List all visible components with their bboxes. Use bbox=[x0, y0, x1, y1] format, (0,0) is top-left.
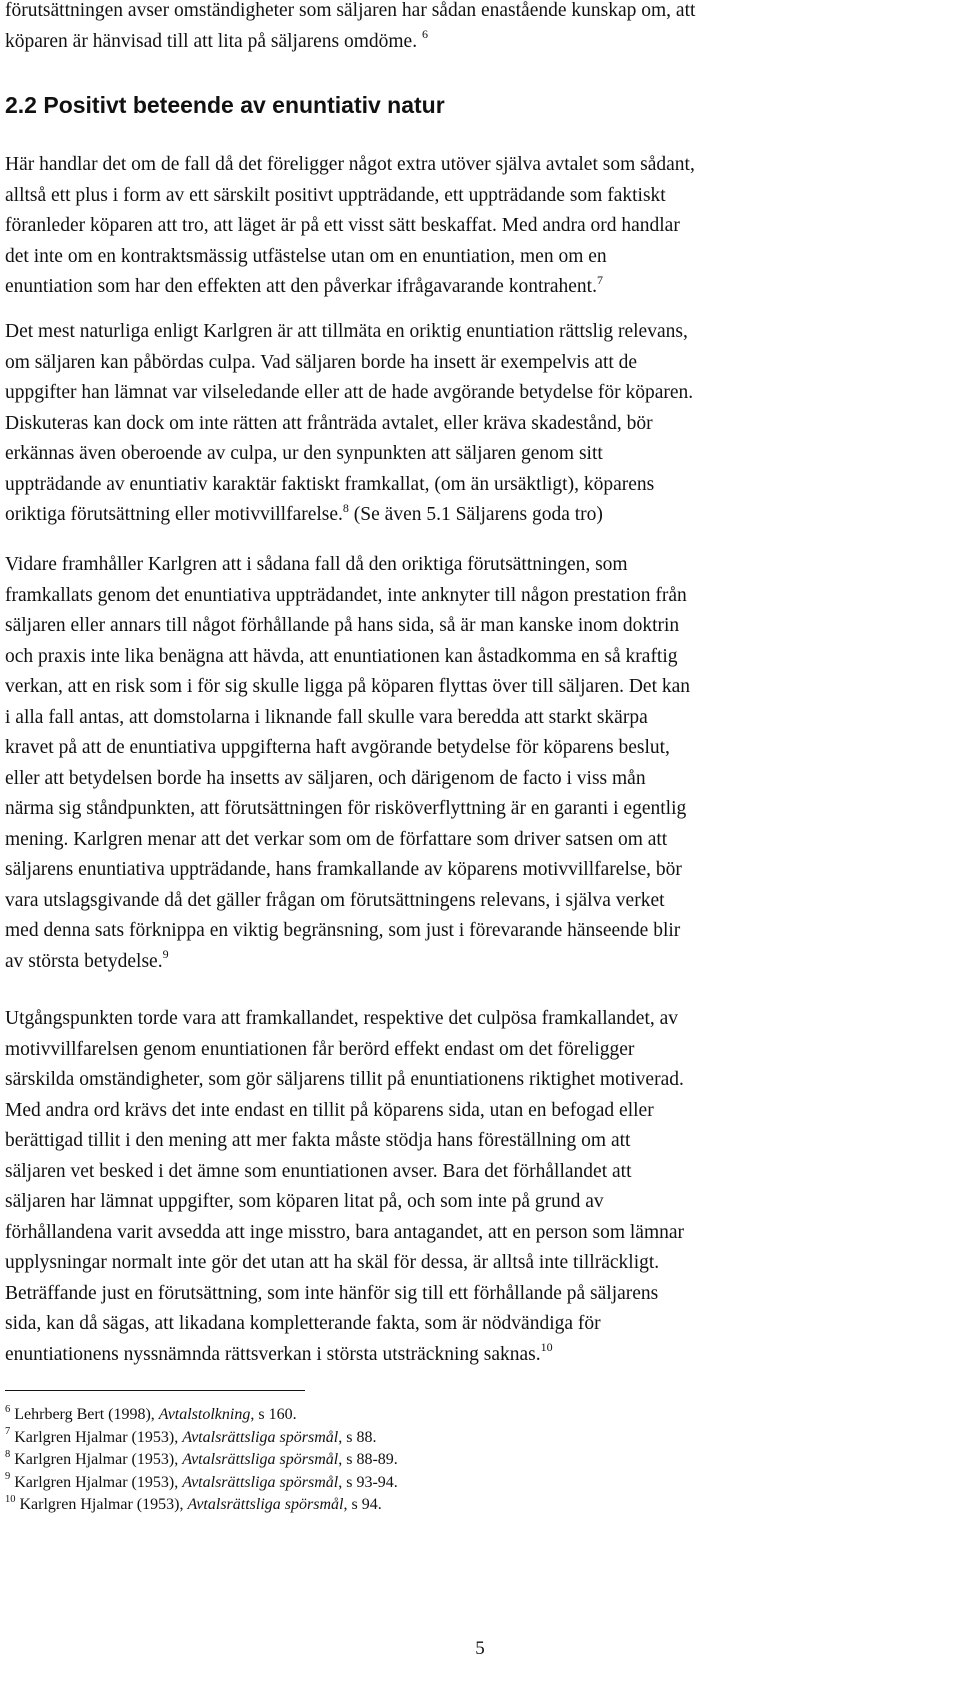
paragraph-4 bbox=[5, 1004, 960, 1370]
text-line: mening. Karlgren menar att det verkar som om de författare som driver satsen om att bbox=[5, 828, 668, 850]
text-line: det inte om en kontraktsmässig utfästelse utan om en enuntiation, men om en bbox=[5, 245, 607, 267]
footnote-number: 6 bbox=[5, 1403, 11, 1415]
footnote-ref-10[interactable]: 10 bbox=[540, 1340, 553, 1354]
text-line: upplysningar normalt inte gör det utan att ha skäl för dessa, är alltså inte tillräckligt. bbox=[5, 1252, 660, 1273]
text-line: motivvillfarelsen genom enuntiationen får berörd effekt endast om det föreligger bbox=[5, 1038, 635, 1060]
text-line: oriktiga förutsättning eller motivvillfarelse.$^8$ (Se även 5.1 Säljarens goda tro) bbox=[5, 500, 603, 525]
text-line: med denna sats förknippa en viktig begränsning, som just i förevarande hänseende blir bbox=[5, 920, 681, 941]
text-line: Det mest naturliga enligt Karlgren är att tillmäta en oriktig enuntiation rättslig relevans, bbox=[5, 321, 688, 342]
paragraph-1 bbox=[5, 150, 960, 303]
footnote-9: $^9$ Karlgren Hjalmar (1953), Avtalsrättsliga spörsmål, s 93-94. bbox=[5, 1471, 398, 1491]
text-line: närma sig ståndpunkten, att förutsättningen för risköverflyttning är en garanti i egentlig bbox=[5, 798, 687, 819]
footnote-6: $^6$ Lehrberg Bert (1998), Avtalstolkning, s 160. bbox=[5, 1403, 297, 1423]
text-line: berättigad tillit i den mening att mer fakta måste stödja hans föreställning om att bbox=[5, 1130, 631, 1151]
footnote-ref-6[interactable]: 6 bbox=[421, 27, 428, 41]
footnotes bbox=[5, 1404, 905, 1517]
text-line: uppträdande av enuntiativ karaktär faktiskt framkallat, (om än ursäktligt), köparens bbox=[5, 473, 655, 495]
text-line: av största betydelse.$^9$ bbox=[5, 947, 169, 972]
text-line: framkallats genom det enuntiativa uppträdandet, inte anknyter till någon prestation från bbox=[5, 584, 687, 606]
footnote-separator bbox=[5, 1390, 305, 1391]
text-line: alltså ett plus i form av ett särskilt positivt uppträdande, ett uppträdande som faktiskt bbox=[5, 184, 666, 206]
text-line: uppgifter han lämnat var vilseledande eller att de hade avgörande betydelse för köparen. bbox=[5, 382, 694, 403]
text-line: enuntiationens nyssnämnda rättsverkan i största utsträckning saknas.$^{10}$ bbox=[5, 1340, 553, 1365]
footnote-10: $^{10}$ Karlgren Hjalmar (1953), Avtalsrättsliga spörsmål, s 94. bbox=[5, 1493, 382, 1513]
text-line: särskilda omständigheter, som gör säljarens tillit på enuntiationens riktighet motiverad. bbox=[5, 1069, 684, 1090]
text-line: eller att betydelsen borde ha insetts av säljaren, och därigenom de facto i viss mån bbox=[5, 767, 646, 789]
text-line: säljarens enuntiativa uppträdande, hans framkallande av köparens motivvillfarelse, bör bbox=[5, 859, 682, 880]
intro-paragraph bbox=[5, 0, 960, 57]
footnote-number: 8 bbox=[5, 1448, 11, 1460]
text-line: Diskuteras kan dock om inte rätten att frånträda avtalet, eller kräva skadestånd, bör bbox=[5, 412, 653, 434]
footnote-8: $^8$ Karlgren Hjalmar (1953), Avtalsrättsliga spörsmål, s 88-89. bbox=[5, 1448, 398, 1468]
text-line: säljaren eller annars till något förhållande på hans sida, så är man kanske inom doktrin bbox=[5, 615, 680, 636]
text-line: om säljaren kan påbördas culpa. Vad säljaren borde ha insett är exempelvis att de bbox=[5, 351, 638, 373]
text-line: enuntiation som har den effekten att den påverkar ifrågavarande kontrahent.$^7$ bbox=[5, 272, 603, 297]
text-line: sida, kan då sägas, att likadana kompletterande fakta, som är nödvändiga för bbox=[5, 1313, 601, 1334]
text-line: Beträffande just en förutsättning, som inte hänför sig till ett förhållande på säljarens bbox=[5, 1282, 659, 1304]
text-line: föranleder köparen att tro, att läget är på ett visst sätt beskaffat. Med andra ord handlar bbox=[5, 215, 680, 236]
text-line: köparen är hänvisad till att lita på säljarens omdöme. $^6$ bbox=[5, 27, 428, 52]
text-line: Här handlar det om de fall då det föreligger något extra utöver själva avtalet som sådant, bbox=[5, 154, 695, 175]
footnote-ref-9[interactable]: 9 bbox=[162, 947, 169, 961]
text-line: vara utslagsgivande då det gäller frågan om förutsättningens relevans, i själva verket bbox=[5, 889, 665, 911]
text-line: förutsättningen avser omständigheter som säljaren har sådan enastående kunskap om, att bbox=[5, 0, 696, 21]
text-line: och praxis inte lika benägna att hävda, att enuntiationen kan åstadkomma en så kraftig bbox=[5, 645, 678, 667]
text-line: kravet på att de enuntiativa uppgifterna haft avgörande betydelse för köparens beslut, bbox=[5, 737, 670, 758]
footnote-7: $^7$ Karlgren Hjalmar (1953), Avtalsrättsliga spörsmål, s 88. bbox=[5, 1426, 377, 1446]
footnote-ref-8[interactable]: 8 bbox=[342, 500, 349, 515]
footnote-ref-7[interactable]: 7 bbox=[596, 272, 603, 287]
text-line: Med andra ord krävs det inte endast en tillit på köparens sida, utan en befogad eller bbox=[5, 1099, 654, 1121]
paragraph-2 bbox=[5, 317, 960, 531]
section-heading: 2.2 Positivt beteende av enuntiativ natur bbox=[5, 92, 445, 118]
footnote-number: 7 bbox=[5, 1426, 11, 1438]
footnote-number: 10 bbox=[5, 1493, 16, 1505]
page-number: 5 bbox=[475, 1638, 485, 1659]
text-line: Vidare framhåller Karlgren att i sådana fall då den oriktiga förutsättningen, som bbox=[5, 554, 628, 575]
text-line: säljaren vet besked i det ämne som enuntiationen avser. Bara det förhållandet att bbox=[5, 1160, 632, 1182]
text-line: verkan, att en risk som i för sig skulle ligga på köparen flyttas över till säljaren. Det kan bbox=[5, 676, 691, 697]
text-line: i alla fall antas, att domstolarna i liknande fall skulle vara beredda att starkt skärpa bbox=[5, 706, 648, 728]
text-line: erkännas även oberoende av culpa, ur den synpunkten att säljaren genom sitt bbox=[5, 443, 603, 464]
text-line: säljaren har lämnat uppgifter, som köparen litat på, och som inte på grund av bbox=[5, 1191, 604, 1212]
text-line: förhållandena varit avsedda att inge misstro, bara antagandet, att en person som lämnar bbox=[5, 1221, 685, 1243]
paragraph-3 bbox=[5, 550, 960, 977]
footnote-number: 9 bbox=[5, 1471, 11, 1483]
text-line: Utgångspunkten torde vara att framkallandet, respektive det culpösa framkallandet, av bbox=[5, 1008, 679, 1029]
